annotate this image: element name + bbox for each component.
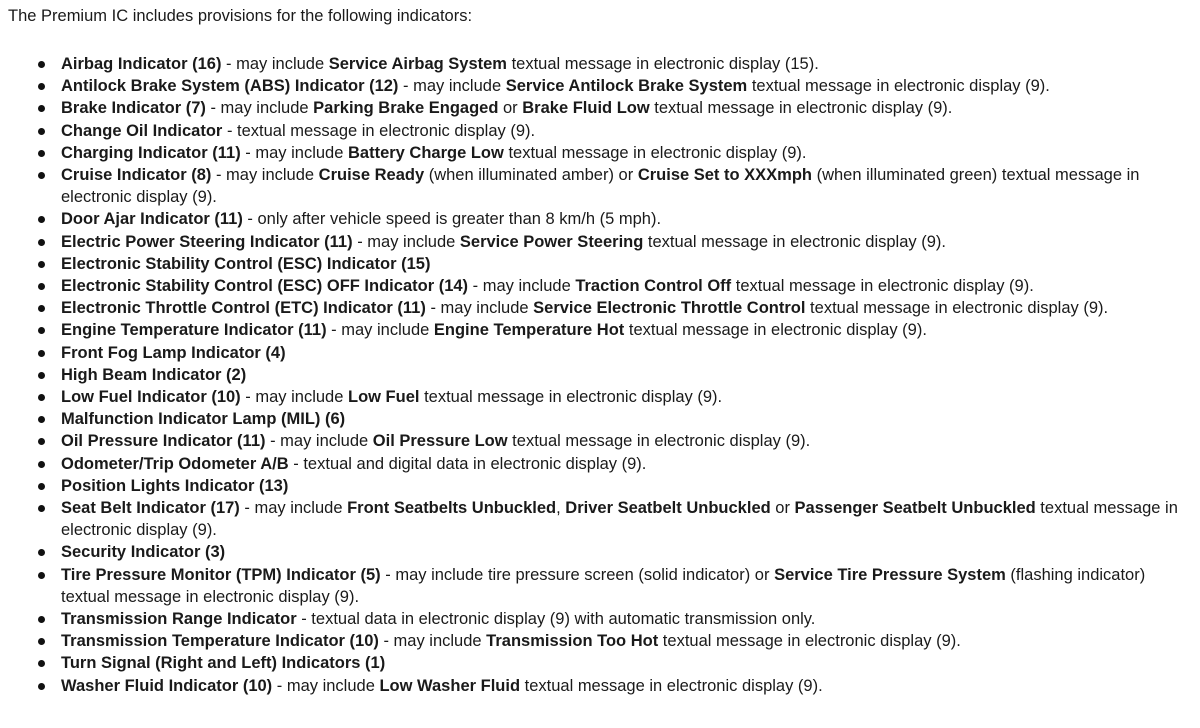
indicator-text: textual message in electronic display (9). <box>805 299 1109 318</box>
indicator-bold-text: Battery Charge Low <box>347 143 504 162</box>
indicator-bold-text: Front Fog Lamp Indicator (4) <box>61 343 286 362</box>
bullet-icon <box>38 61 45 68</box>
indicator-text: - may include <box>272 676 380 695</box>
indicator-text: - may include tire pressure screen (solid indicator) or <box>380 565 775 584</box>
indicator-bold-text: Change Oil Indicator <box>61 121 223 140</box>
bullet-icon <box>38 461 45 468</box>
indicator-bold-text: Seat Belt Indicator (17) <box>61 499 240 518</box>
indicator-text: textual message in electronic display (9). <box>643 232 946 251</box>
indicator-list-item <box>0 652 1195 674</box>
indicator-list-item <box>0 297 1195 319</box>
indicator-bold-text: Parking Brake Engaged <box>313 99 499 118</box>
indicator-text: textual message in electronic display (9). <box>658 632 961 651</box>
bullet-icon <box>38 638 45 645</box>
indicator-bold-text: Service Airbag System <box>328 55 507 73</box>
bullet-icon <box>38 261 45 268</box>
indicator-text: - may include <box>468 277 576 296</box>
indicator-text: - may include <box>265 432 373 451</box>
indicator-bold-text: Transmission Range Indicator <box>61 610 297 629</box>
indicator-text: - textual data in electronic display (9) with automatic transmission only. <box>296 610 816 629</box>
indicator-text: or <box>498 99 523 118</box>
indicator-text: - only after vehicle speed is greater than 8 km/h (5 mph). <box>242 210 662 229</box>
indicator-bold-text: Antilock Brake System (ABS) Indicator (12) <box>61 77 399 96</box>
bullet-icon <box>38 394 45 401</box>
indicator-text: - may include <box>239 499 348 518</box>
indicator-list-item <box>0 231 1195 253</box>
indicator-list-item <box>0 475 1195 497</box>
indicator-text: - textual and digital data in electronic display (9). <box>288 454 647 473</box>
indicator-bold-text: Position Lights Indicator (13) <box>61 476 289 495</box>
indicator-list-item <box>0 97 1195 119</box>
indicator-bold-text: Charging Indicator (11) <box>61 143 241 162</box>
bullet-icon <box>38 483 45 490</box>
indicator-list-item <box>0 319 1195 341</box>
indicator-list <box>0 53 1195 697</box>
indicator-text: - may include <box>398 77 506 96</box>
indicator-text: - may include <box>240 388 348 407</box>
bullet-icon <box>38 372 45 379</box>
bullet-icon <box>38 660 45 667</box>
indicator-list-item <box>0 430 1195 452</box>
indicator-bold-text: Brake Fluid Low <box>522 99 650 118</box>
indicator-text: textual message in electronic display (9). <box>747 77 1050 96</box>
indicator-bold-text: Tire Pressure Monitor (TPM) Indicator (5) <box>61 565 381 584</box>
indicator-text: - may include <box>211 166 319 185</box>
indicator-text: - may include <box>221 55 329 73</box>
indicator-list-item <box>0 275 1195 297</box>
indicator-list-item <box>0 675 1195 697</box>
indicator-text: textual message in electronic display (9). <box>731 277 1034 296</box>
indicator-bold-text: Malfunction Indicator Lamp (MIL) (6) <box>61 410 346 429</box>
indicator-bold-text: Odometer/Trip Odometer A/B <box>61 454 289 473</box>
bullet-icon <box>38 216 45 223</box>
indicator-list-item <box>0 142 1195 164</box>
indicator-list-item <box>0 120 1195 142</box>
indicator-text: - textual message in electronic display (9). <box>222 121 536 140</box>
bullet-icon <box>38 128 45 135</box>
indicator-bold-text: Transmission Temperature Indicator (10) <box>61 632 379 651</box>
indicator-text: textual message in electronic display (9). <box>520 676 823 695</box>
indicator-bold-text: Electronic Throttle Control (ETC) Indicator (11) <box>61 299 426 318</box>
indicator-bold-text: Turn Signal (Right and Left) Indicators (1) <box>61 654 386 673</box>
indicator-bold-text: High Beam Indicator (2) <box>61 365 247 384</box>
indicator-list-item <box>0 408 1195 430</box>
intro-text: The Premium IC includes provisions for the following indicators: <box>8 7 473 25</box>
indicator-list-item <box>0 208 1195 230</box>
indicator-bold-text: Transmission Too Hot <box>486 632 659 651</box>
indicator-bold-text: Low Fuel Indicator (10) <box>61 388 241 407</box>
bullet-icon <box>38 83 45 90</box>
indicator-bold-text: Engine Temperature Indicator (11) <box>61 321 327 340</box>
indicator-bold-text: Airbag Indicator (16) <box>61 55 222 73</box>
indicator-bold-text: Electronic Stability Control (ESC) Indicator (15) <box>61 254 431 273</box>
indicator-bold-text: Cruise Set to XXXmph <box>637 166 813 185</box>
indicator-bold-text: Door Ajar Indicator (11) <box>61 210 243 229</box>
indicator-bold-text: Cruise Ready <box>318 166 425 185</box>
bullet-icon <box>38 683 45 690</box>
indicator-list-item <box>0 342 1195 364</box>
indicator-text: textual message in electronic display (9). <box>61 499 1178 540</box>
bullet-icon <box>38 505 45 512</box>
indicator-text: , <box>556 499 566 518</box>
indicator-list-item <box>0 75 1195 97</box>
indicator-bold-text: Electric Power Steering Indicator (11) <box>61 232 353 251</box>
indicator-text: - may include <box>352 232 460 251</box>
bullet-icon <box>38 438 45 445</box>
bullet-icon <box>38 549 45 556</box>
indicator-bold-text: Oil Pressure Low <box>372 432 508 451</box>
indicator-text: textual message in electronic display (9). <box>624 321 927 340</box>
indicator-bold-text: Cruise Indicator (8) <box>61 166 212 185</box>
indicator-bold-text: Service Tire Pressure System <box>774 565 1006 584</box>
indicator-text: textual message in electronic display (9). <box>419 388 723 407</box>
indicator-list-item <box>0 630 1195 652</box>
indicator-text: textual message in electronic display (9). <box>507 432 811 451</box>
indicator-text: - may include <box>240 143 348 162</box>
indicator-text: (when illuminated amber) or <box>424 166 638 185</box>
indicator-bold-text: Engine Temperature Hot <box>433 321 625 340</box>
bullet-icon <box>38 239 45 246</box>
indicator-bold-text: Traction Control Off <box>575 277 732 296</box>
bullet-icon <box>38 350 45 357</box>
indicator-bold-text: Service Antilock Brake System <box>505 77 748 96</box>
indicator-list-item <box>0 541 1195 563</box>
indicator-bold-text: Front Seatbelts Unbuckled <box>347 499 557 518</box>
bullet-icon <box>38 572 45 579</box>
indicator-list-item <box>0 608 1195 630</box>
indicator-bold-text: Oil Pressure Indicator (11) <box>61 432 266 451</box>
bullet-icon <box>38 616 45 623</box>
indicator-text: - may include <box>425 299 534 318</box>
indicator-list-item <box>0 386 1195 408</box>
indicator-text: (flashing indicator) textual message in electronic display (9). <box>61 565 1146 606</box>
indicator-list-item <box>0 164 1195 208</box>
indicator-text: (when illuminated green) textual message in electronic display (9). <box>61 166 1140 207</box>
indicator-list-item <box>0 453 1195 475</box>
indicator-bold-text: Electronic Stability Control (ESC) OFF Indicator (14) <box>61 277 469 296</box>
indicator-list-item <box>0 564 1195 608</box>
bullet-icon <box>38 416 45 423</box>
indicator-text: - may include <box>205 99 314 118</box>
bullet-icon <box>38 327 45 334</box>
bullet-icon <box>38 283 45 290</box>
indicator-text: or <box>770 499 795 518</box>
indicator-list-item <box>0 497 1195 541</box>
indicator-text: textual message in electronic display (9). <box>503 143 807 162</box>
indicator-bold-text: Low Washer Fluid <box>379 676 521 695</box>
bullet-icon <box>38 105 45 112</box>
indicator-bold-text: Washer Fluid Indicator (10) <box>61 676 273 695</box>
indicator-text: textual message in electronic display (15). <box>506 55 819 73</box>
indicator-bold-text: Passenger Seatbelt Unbuckled <box>794 499 1036 518</box>
indicator-text: - may include <box>326 321 434 340</box>
indicator-text: - may include <box>378 632 487 651</box>
indicator-list-item <box>0 364 1195 386</box>
bullet-icon <box>38 150 45 157</box>
bullet-icon <box>38 172 45 179</box>
indicator-text: textual message in electronic display (9). <box>649 99 953 118</box>
indicator-bold-text: Driver Seatbelt Unbuckled <box>565 499 771 518</box>
indicator-bold-text: Service Power Steering <box>459 232 644 251</box>
indicator-bold-text: Brake Indicator (7) <box>61 99 206 118</box>
indicator-bold-text: Low Fuel <box>347 388 420 407</box>
indicator-list-item <box>0 253 1195 275</box>
indicator-bold-text: Security Indicator (3) <box>61 543 226 562</box>
indicator-list-item <box>0 53 1195 75</box>
indicator-bold-text: Service Electronic Throttle Control <box>533 299 806 318</box>
bullet-icon <box>38 305 45 312</box>
